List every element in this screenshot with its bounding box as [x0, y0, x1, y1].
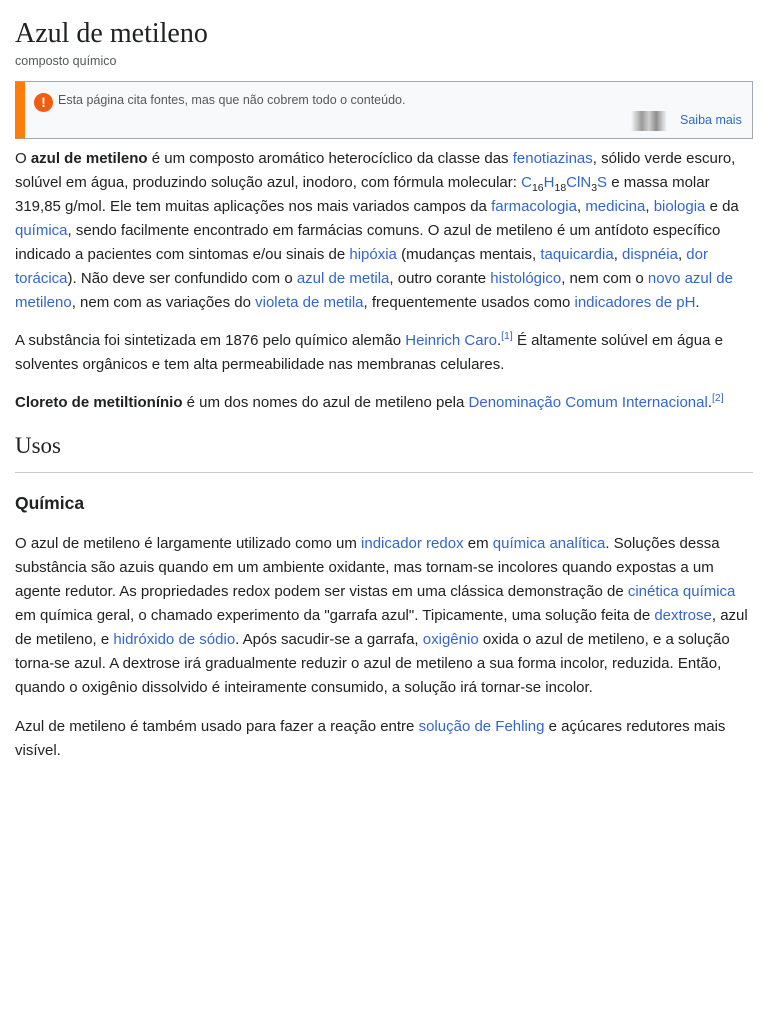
citation-1[interactable]: [1] — [501, 330, 513, 342]
text: e da — [705, 198, 739, 215]
link-taquicardia[interactable]: taquicardia — [540, 246, 614, 263]
link-violeta-de-metila[interactable]: violeta de metila — [255, 294, 364, 311]
bold-term: azul de metileno — [30, 150, 148, 167]
text: e massa molar 319,85 g/mol. Ele tem muitas aplicações nos mais variados campos da — [15, 174, 710, 215]
link-novo-azul-de-metileno[interactable]: novo azul de metileno — [15, 270, 733, 311]
section-heading-usos: Usos — [15, 431, 753, 473]
text: . — [496, 332, 502, 349]
notice-image-thumbnail — [631, 111, 667, 131]
text: oxida o azul de metileno, e a solução torna-se azul. A dextrose irá gradualmente reduzir o azul de metileno a sua forma incolor, reduzida. Então, quando o oxigênio dissolvido é inteiramente consumido, a solução irá tornar-se incolor. — [15, 631, 730, 696]
link-dor-toracica[interactable]: dor torácica — [15, 246, 708, 287]
dci-paragraph — [15, 391, 753, 415]
text: , outro corante — [389, 270, 491, 287]
subsection-heading-quimica: Química — [15, 493, 85, 513]
link-solucao-de-fehling[interactable]: solução de Fehling — [418, 718, 545, 735]
formula-nitrogen[interactable]: N — [580, 174, 592, 191]
learn-more-link[interactable]: Saiba mais — [680, 113, 742, 127]
text: Azul de metileno é também usado para fazer a reação entre — [15, 718, 419, 735]
link-medicina[interactable]: medicina — [585, 198, 646, 215]
link-dispneia[interactable]: dispnéia — [622, 246, 678, 263]
intro-paragraph — [15, 147, 753, 315]
formula-carbon[interactable]: C — [521, 174, 532, 191]
text: , — [613, 246, 623, 263]
text: , sendo facilmente encontrado em farmácias comuns. O azul de metileno é um antídoto específico indicado a pacientes com sintomas e/ou sinais de — [15, 222, 721, 263]
link-fenotiazinas[interactable]: fenotiazinas — [512, 150, 593, 167]
notice-text: Esta página cita fontes, mas que não cobrem todo o conteúdo. — [58, 93, 406, 107]
sources-notice-box — [15, 81, 753, 139]
bold-term: Cloreto de metiltionínio — [15, 394, 183, 411]
text: é um dos nomes do azul de metileno pela — [182, 394, 469, 411]
link-dextrose[interactable]: dextrose — [654, 607, 712, 624]
text: . Soluções dessa substância são azuis quando em um ambiente oxidante, mas tornam-se incolores quando expostas a um agente redutor. As propriedades redox podem ser vistas em uma clássica demonstração de — [15, 535, 720, 600]
link-farmacologia[interactable]: farmacologia — [491, 198, 577, 215]
text: em — [463, 535, 493, 552]
link-indicador-redox[interactable]: indicador redox — [361, 535, 464, 552]
formula-nitrogen-count: 3 — [591, 182, 598, 194]
formula-sulfur[interactable]: S — [597, 174, 608, 191]
formula-hydrogen[interactable]: H — [543, 174, 555, 191]
text: , — [677, 246, 687, 263]
link-denominacao-comum-internacional[interactable]: Denominação Comum Internacional — [468, 394, 708, 411]
text: , — [645, 198, 654, 215]
link-cinetica-quimica[interactable]: cinética química — [627, 583, 736, 600]
text: . — [707, 394, 712, 411]
fehling-paragraph — [15, 715, 753, 763]
link-heinrich-caro[interactable]: Heinrich Caro — [405, 332, 497, 349]
text: em química geral, o chamado experimento da "garrafa azul". Tipicamente, uma solução feita de — [15, 607, 655, 624]
link-histologico[interactable]: histológico — [490, 270, 562, 287]
text: , — [576, 198, 586, 215]
link-quimica-analitica[interactable]: química analítica — [492, 535, 606, 552]
link-indicadores-de-ph[interactable]: indicadores de pH — [574, 294, 696, 311]
warning-icon: ! — [34, 93, 53, 112]
link-oxigenio[interactable]: oxigênio — [422, 631, 479, 648]
text: ). Não deve ser confundido com o — [67, 270, 297, 287]
link-hidroxido-de-sodio[interactable]: hidróxido de sódio — [113, 631, 236, 648]
text: é um composto aromático heterocíclico da classe das — [147, 150, 513, 167]
text: . Após sacudir-se a garrafa, — [235, 631, 423, 648]
page-title: Azul de metileno — [15, 18, 208, 49]
page-subtitle: composto químico — [15, 54, 117, 68]
formula-chlorine[interactable]: Cl — [566, 174, 581, 191]
link-quimica[interactable]: química — [15, 222, 68, 239]
text: , sólido verde escuro, solúvel em água, produzindo solução azul, inodoro, com fórmula molecular: — [15, 150, 736, 191]
text: O azul de metileno é largamente utilizado como um — [15, 535, 362, 552]
text: , azul de metileno, e — [15, 607, 748, 648]
link-biologia[interactable]: biologia — [653, 198, 706, 215]
formula-carbon-count: 16 — [531, 182, 544, 194]
text: . — [695, 294, 700, 311]
link-hipoxia[interactable]: hipóxia — [349, 246, 397, 263]
formula-hydrogen-count: 18 — [554, 182, 567, 194]
link-azul-de-metila[interactable]: azul de metila — [296, 270, 390, 287]
text: , nem com o — [561, 270, 648, 287]
text: A substância foi sintetizada em 1876 pelo químico alemão — [15, 332, 406, 349]
text: (mudanças mentais, — [396, 246, 541, 263]
citation-2[interactable]: [2] — [711, 392, 724, 404]
text: , nem com as variações do — [71, 294, 256, 311]
text: e açúcares redutores mais visível. — [15, 718, 726, 759]
text: O — [15, 150, 31, 167]
chemistry-paragraph — [15, 532, 753, 700]
text: , frequentemente usados como — [363, 294, 575, 311]
text: É altamente solúvel em água e solventes orgânicos e tem alta permeabilidade nas membranas celulares. — [15, 332, 723, 373]
synthesis-paragraph — [15, 329, 753, 377]
